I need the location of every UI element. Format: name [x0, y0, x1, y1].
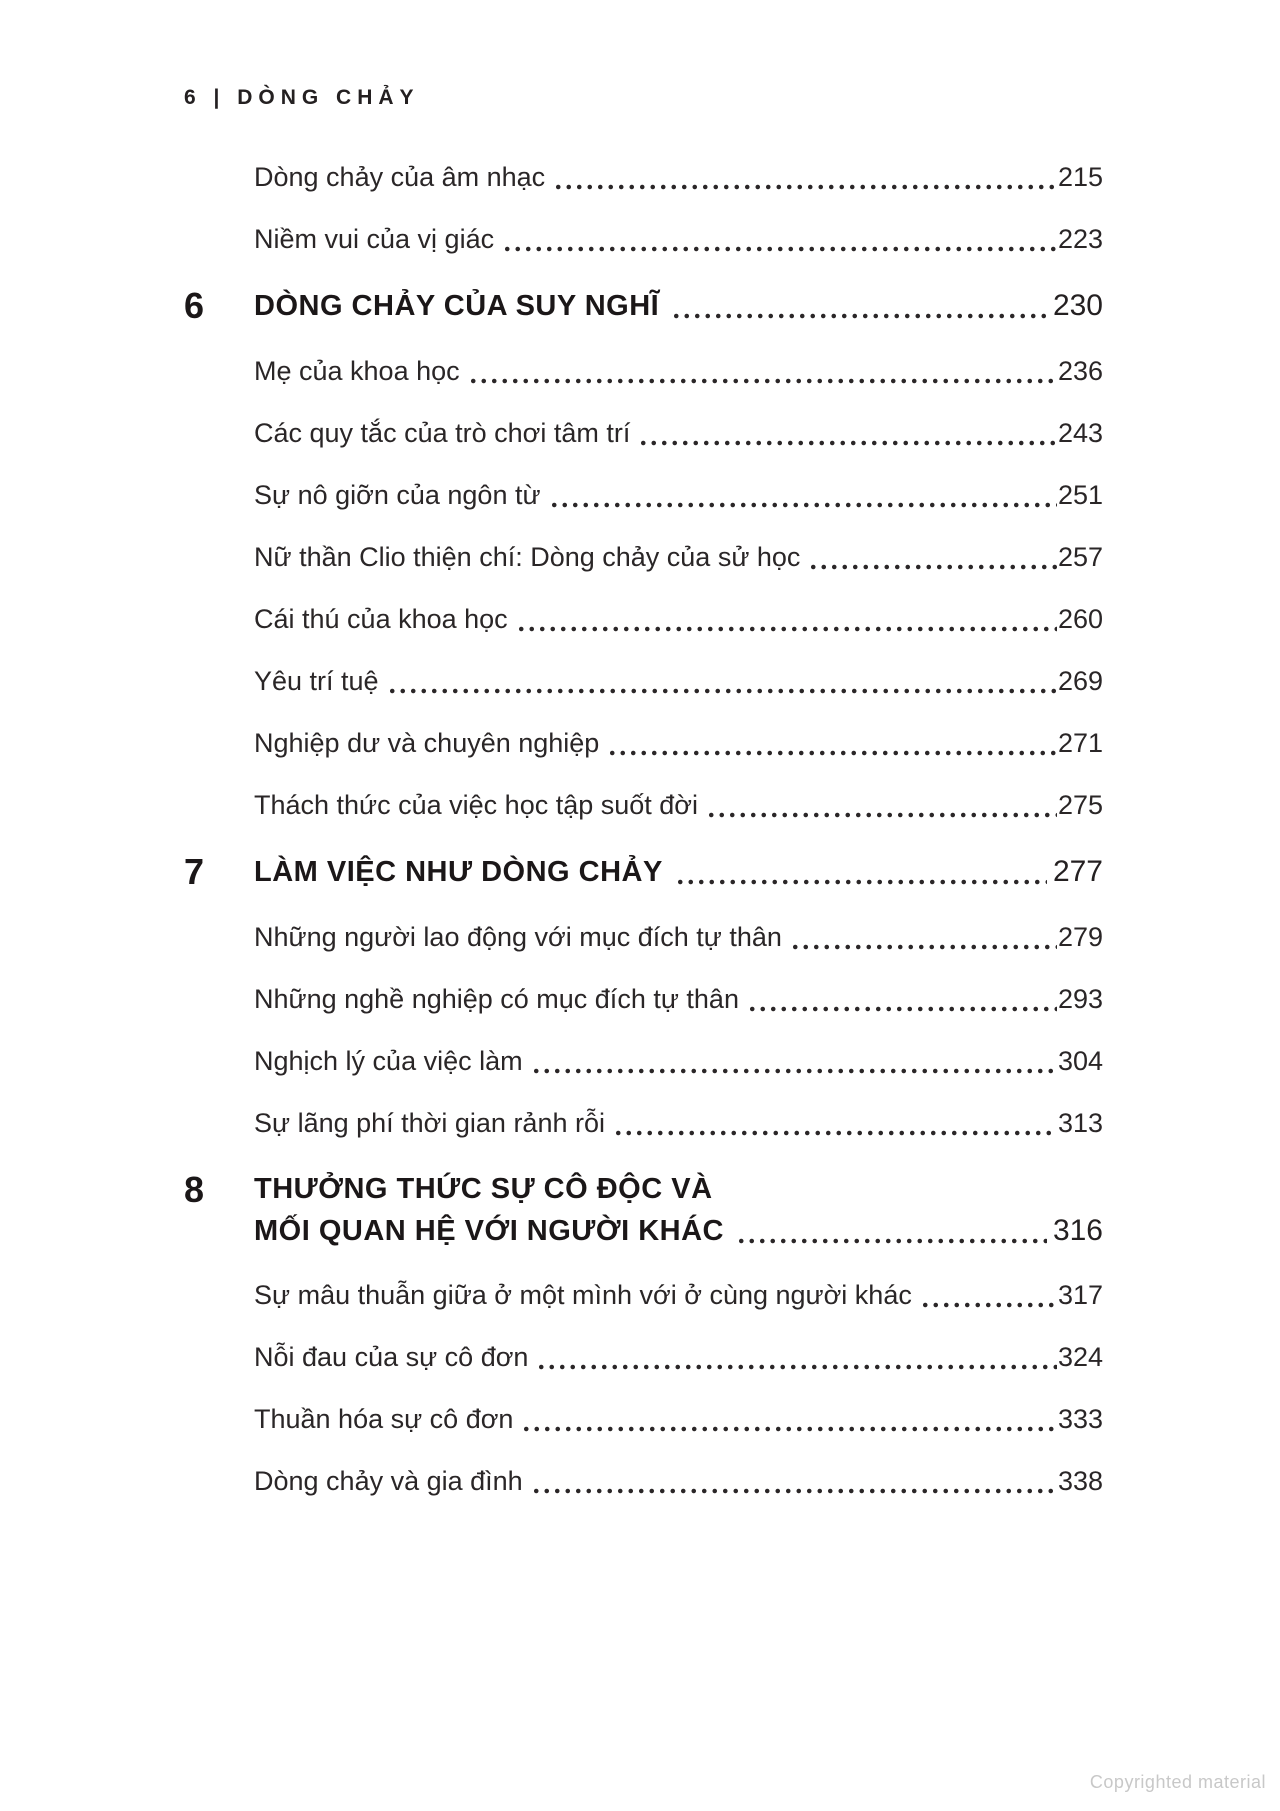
toc-entry-page: 275 — [1057, 790, 1103, 820]
dotted-leader — [553, 160, 1057, 194]
toc-entry-page: 269 — [1057, 666, 1103, 696]
running-header: 6 | DÒNG CHẢY — [184, 86, 420, 109]
toc-entry-page: 333 — [1057, 1404, 1103, 1434]
dotted-leader — [531, 1044, 1057, 1078]
toc-chapter-heading — [184, 850, 1103, 894]
toc-entry-page: 215 — [1057, 162, 1103, 192]
chapter-heading-body — [254, 850, 1103, 894]
chapter-number: 6 — [184, 285, 205, 326]
dotted-leader — [502, 222, 1057, 256]
dotted-leader — [675, 850, 1047, 894]
toc-entry — [184, 1402, 1103, 1436]
toc-entry-title: Niềm vui của vị giác — [254, 224, 495, 254]
toc-entry-title: Dòng chảy của âm nhạc — [254, 162, 546, 192]
toc-entry — [184, 982, 1103, 1016]
toc-entry-title: Nỗi đau của sự cô đơn — [254, 1342, 529, 1372]
dotted-leader — [521, 1402, 1056, 1436]
toc-entry-title: Dòng chảy và gia đình — [254, 1466, 523, 1496]
chapter-title-line2: MỐI QUAN HỆ VỚI NGƯỜI KHÁC — [254, 1215, 724, 1247]
toc-entry — [184, 1464, 1103, 1498]
toc-entry — [184, 160, 1103, 194]
toc-entry-title: Nghịch lý của việc làm — [254, 1046, 523, 1076]
toc-entry-page: 313 — [1057, 1108, 1103, 1138]
toc-entry-title: Cái thú của khoa học — [254, 604, 508, 634]
toc-entry — [184, 478, 1103, 512]
toc-entry — [184, 1340, 1103, 1374]
chapter-title-line1: THƯỞNG THỨC SỰ CÔ ĐỘC VÀ — [254, 1173, 713, 1205]
toc-entry-title: Sự nô giỡn của ngôn từ — [254, 480, 541, 510]
toc-entry-title: Nghiệp dư và chuyên nghiệp — [254, 728, 600, 758]
toc-entry — [184, 664, 1103, 698]
toc-entry — [184, 788, 1103, 822]
toc-entry — [184, 222, 1103, 256]
chapter-title-row — [254, 850, 1103, 894]
dotted-leader — [747, 982, 1057, 1016]
toc-entry — [184, 1278, 1103, 1312]
dotted-leader — [516, 602, 1057, 636]
toc-entry-page: 304 — [1057, 1046, 1103, 1076]
toc-entry-page: 260 — [1057, 604, 1103, 634]
dotted-leader — [468, 354, 1057, 388]
copyright-watermark: Copyrighted material — [1089, 1772, 1266, 1792]
dotted-leader — [387, 664, 1057, 698]
dotted-leader — [790, 920, 1057, 954]
toc-entry — [184, 920, 1103, 954]
dotted-leader — [638, 416, 1057, 450]
toc-entry — [184, 540, 1103, 574]
toc-entry-page: 279 — [1057, 922, 1103, 952]
toc-entry-page: 251 — [1057, 480, 1103, 510]
toc-entry-page: 317 — [1057, 1280, 1103, 1310]
toc-entry-title: Yêu trí tuệ — [254, 666, 379, 696]
chapter-number: 7 — [184, 851, 205, 892]
chapter-heading-body — [254, 1168, 1103, 1252]
toc-entry — [184, 602, 1103, 636]
toc-entry-title: Sự mâu thuẫn giữa ở một mình với ở cùng người khác — [254, 1280, 912, 1310]
toc-entry-page: 257 — [1057, 542, 1103, 572]
dotted-leader — [706, 788, 1057, 822]
dotted-leader — [736, 1210, 1047, 1252]
toc-entry-page: 271 — [1057, 728, 1103, 758]
toc-entry-title: Sự lãng phí thời gian rảnh rỗi — [254, 1108, 605, 1138]
dotted-leader — [808, 540, 1057, 574]
dotted-leader — [920, 1278, 1057, 1312]
toc-entry — [184, 1106, 1103, 1140]
toc-entry-title: Nữ thần Clio thiện chí: Dòng chảy của sử học — [254, 542, 801, 572]
toc-chapter-heading — [184, 1168, 1103, 1252]
chapter-title-row — [254, 1210, 1103, 1252]
dotted-leader — [613, 1106, 1057, 1140]
chapter-page: 230 — [1052, 289, 1103, 322]
chapter-title-row — [254, 284, 1103, 328]
toc-entry-title: Những người lao động với mục đích tự thân — [254, 922, 782, 952]
toc-entry-page: 293 — [1057, 984, 1103, 1014]
chapter-page: 277 — [1052, 855, 1103, 888]
dotted-leader — [671, 284, 1047, 328]
toc-entry — [184, 1044, 1103, 1078]
toc-entry — [184, 416, 1103, 450]
dotted-leader — [531, 1464, 1057, 1498]
chapter-title: LÀM VIỆC NHƯ DÒNG CHẢY — [254, 856, 663, 888]
toc-entry-title: Các quy tắc của trò chơi tâm trí — [254, 418, 631, 448]
dotted-leader — [549, 478, 1057, 512]
chapter-heading-body — [254, 284, 1103, 328]
toc-entry-title: Những nghề nghiệp có mục đích tự thân — [254, 984, 739, 1014]
toc-entry-page: 338 — [1057, 1466, 1103, 1496]
chapter-number: 8 — [184, 1169, 205, 1210]
chapter-title: DÒNG CHẢY CỦA SUY NGHĨ — [254, 290, 660, 322]
dotted-leader — [607, 726, 1057, 760]
toc-entry-title: Mẹ của khoa học — [254, 356, 460, 386]
toc-entry-title: Thuần hóa sự cô đơn — [254, 1404, 514, 1434]
toc-entry-title: Thách thức của việc học tập suốt đời — [254, 790, 699, 820]
toc-entry-page: 243 — [1057, 418, 1103, 448]
toc-chapter-heading — [184, 284, 1103, 328]
dotted-leader — [536, 1340, 1057, 1374]
toc-entry-page: 324 — [1057, 1342, 1103, 1372]
toc-entry-page: 236 — [1057, 356, 1103, 386]
toc-entry — [184, 726, 1103, 760]
chapter-page: 316 — [1052, 1214, 1103, 1247]
table-of-contents — [184, 160, 1103, 1498]
toc-entry-page: 223 — [1057, 224, 1103, 254]
toc-entry — [184, 354, 1103, 388]
